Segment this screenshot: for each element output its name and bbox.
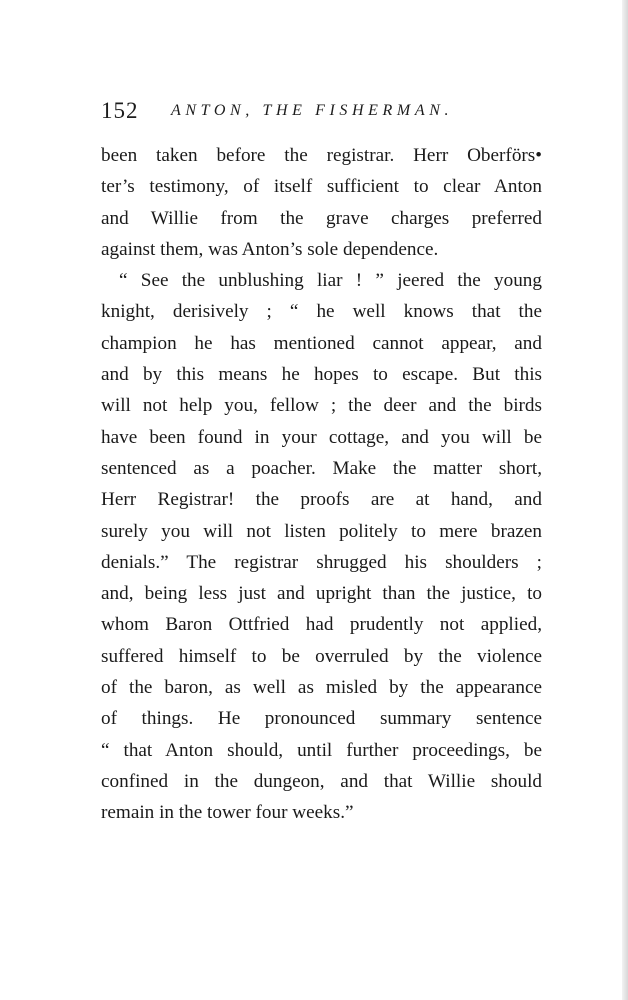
text-line: against them, was Anton’s sole dependence. (101, 238, 439, 260)
text-line: of things. He pronounced summary sentence (101, 708, 542, 730)
running-head (101, 96, 541, 130)
body-text (101, 140, 542, 829)
text-line: have been found in your cottage, and you will be (101, 426, 542, 448)
text-line: whom Baron Ottfried had prudently not applied, (101, 614, 542, 636)
text-line: of the baron, as well as misled by the appearance (101, 677, 542, 699)
text-line: “ that Anton should, until further proceedings, be (101, 739, 542, 761)
text-line: Herr Registrar! the proofs are at hand, and (101, 489, 542, 511)
text-line: suffered himself to be overruled by the violence (101, 645, 542, 667)
text-line: surely you will not listen politely to mere brazen (101, 520, 542, 542)
text-line: been taken before the registrar. Herr Oberförs• (101, 145, 542, 166)
page-edge-shadow (622, 0, 628, 1000)
text-line: will not help you, fellow ; the deer and the birds (101, 395, 542, 417)
text-line: remain in the tower four weeks.” (101, 802, 354, 824)
text-line: and Willie from the grave charges preferred (101, 207, 542, 229)
text-line: ter’s testimony, of itself sufficient to clear Anton (101, 176, 542, 198)
page-number: 152 (101, 98, 139, 123)
text-line: champion he has mentioned cannot appear, and (101, 332, 542, 354)
text-line: knight, derisively ; “ he well knows that the (101, 301, 542, 323)
text-line: denials.” The registrar shrugged his shoulders ; (101, 551, 542, 573)
text-line: “ See the unblushing liar ! ” jeered the young (119, 270, 542, 292)
text-line: confined in the dungeon, and that Willie should (101, 770, 542, 792)
running-title: ANTON, THE FISHERMAN. (171, 102, 454, 119)
text-line: and by this means he hopes to escape. But this (101, 364, 542, 386)
text-line: sentenced as a poacher. Make the matter short, (101, 457, 542, 479)
text-line: and, being less just and upright than the justice, to (101, 583, 542, 605)
